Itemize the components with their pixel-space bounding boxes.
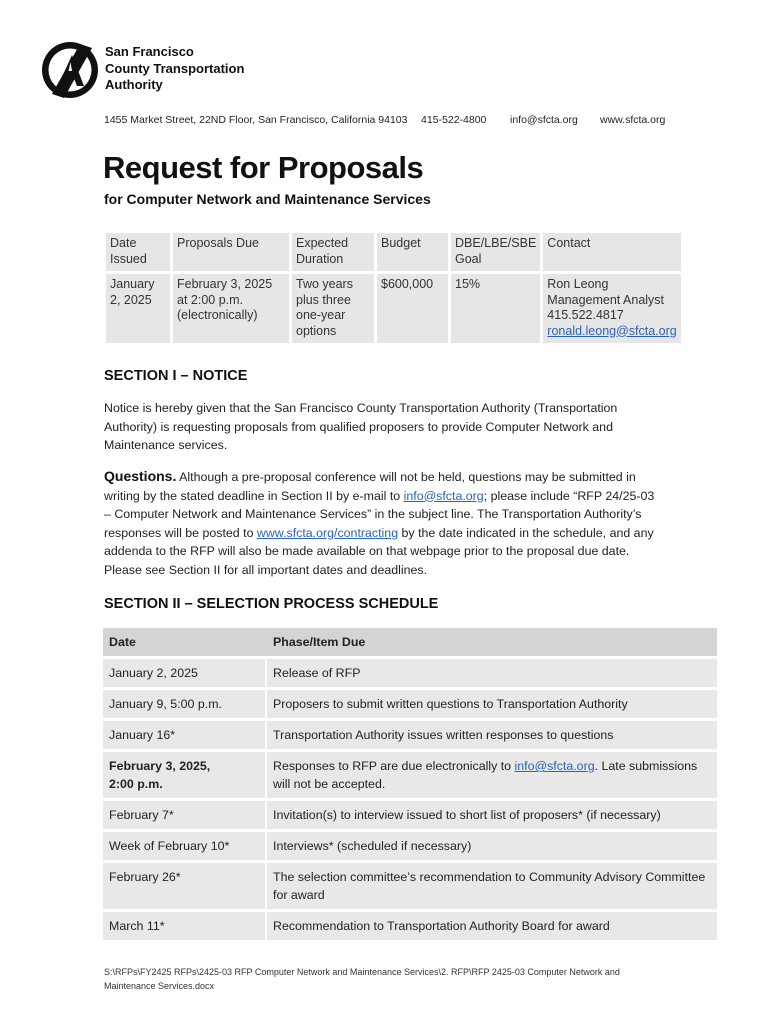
org-address: 1455 Market Street, 22ND Floor, San Francisco, California 94103 <box>104 114 408 126</box>
rfp-info-table <box>103 230 684 346</box>
org-name-line-2: County Transportation <box>105 60 245 76</box>
value-date-issued: January 2, 2025 <box>106 274 170 343</box>
contracting-link[interactable]: www.sfcta.org/contracting <box>256 525 399 540</box>
schedule-header-date: Date <box>103 628 265 656</box>
schedule-phase: Interviews* (scheduled if necessary) <box>267 832 717 860</box>
questions-text: Although a pre-proposal conference will not be held, questions may be submitted in writing by the stated deadline in Section II by e-mail to <box>104 470 636 503</box>
org-name-line-3: Authority <box>105 77 163 92</box>
table-row <box>103 659 717 687</box>
section-2-heading: SECTION II – SELECTION PROCESS SCHEDULE <box>104 596 439 612</box>
proposals-due-line: (electronically) <box>177 308 258 322</box>
table-row <box>103 832 717 860</box>
schedule-phase: Recommendation to Transportation Authority Board for award <box>267 912 717 940</box>
schedule-date: February 7* <box>103 801 265 829</box>
schedule-table <box>103 625 717 943</box>
questions-paragraph <box>104 467 664 579</box>
org-phone: 415-522-4800 <box>421 114 487 126</box>
schedule-phase: Invitation(s) to interview issued to short list of proposers* (if necessary) <box>267 801 717 829</box>
proposals-due-line: February 3, 2025 <box>177 277 273 291</box>
value-contact <box>543 274 680 343</box>
schedule-date-line: February 3, 2025, <box>109 759 211 773</box>
table-row <box>103 912 717 940</box>
org-email[interactable]: info@sfcta.org <box>510 114 578 126</box>
questions-text: ; please include “RFP 24/25-03 – Computer Network and Maintenance Services” in the subject line. The Transportation Authority’s responses will be posted to <box>104 488 655 540</box>
table-row <box>103 752 717 798</box>
questions-text: by the date indicated in the schedule, and any addenda to the RFP will also be made available on that webpage prior to the proposal due date. Please see Section II for all important dates and deadlines. <box>104 525 654 577</box>
document-path-footer: S:\RFPs\FY2425 RFPs\2425-03 RFP Computer Network and Maintenance Services\2. RFP\RFP 2425-03 Computer Network and Maintenance Services.docx <box>104 967 620 991</box>
schedule-date-line: 2:00 p.m. <box>109 777 163 791</box>
header-proposals-due: Proposals Due <box>173 233 289 271</box>
schedule-date: January 9, 5:00 p.m. <box>103 690 265 718</box>
org-website[interactable]: www.sfcta.org <box>600 114 666 126</box>
org-name <box>105 44 244 94</box>
schedule-phase <box>267 752 717 798</box>
table-row <box>103 721 717 749</box>
value-budget: $600,000 <box>377 274 448 343</box>
section-1-heading: SECTION I – NOTICE <box>104 368 248 384</box>
schedule-header-phase: Phase/Item Due <box>267 628 717 656</box>
value-goal: 15% <box>451 274 540 343</box>
questions-email-link[interactable]: info@sfcta.org <box>403 488 484 503</box>
value-proposals-due <box>173 274 289 343</box>
notice-paragraph: Notice is hereby given that the San Francisco County Transportation Authority (Transportation Authority) is requesting proposals from qualified proposers to provide Computer Network and Maintenance services. <box>104 401 618 452</box>
schedule-header-row <box>103 628 717 656</box>
schedule-date: February 26* <box>103 863 265 909</box>
duration-line: one-year <box>296 308 346 322</box>
submission-email-link[interactable]: info@sfcta.org <box>514 759 595 773</box>
schedule-date: January 2, 2025 <box>103 659 265 687</box>
table-row <box>103 863 717 909</box>
table-row <box>103 801 717 829</box>
page-subtitle: for Computer Network and Maintenance Services <box>104 191 431 207</box>
contact-phone: 415.522.4817 <box>547 308 624 322</box>
questions-lead: Questions. <box>104 468 177 484</box>
sfcta-logo <box>40 40 100 100</box>
page-title: Request for Proposals <box>103 150 424 185</box>
schedule-date: January 16* <box>103 721 265 749</box>
schedule-date: March 11* <box>103 912 265 940</box>
schedule-date: Week of February 10* <box>103 832 265 860</box>
proposals-due-line: at 2:00 p.m. <box>177 292 244 307</box>
header-goal: DBE/LBE/SBE Goal <box>451 233 540 271</box>
table-row <box>103 690 717 718</box>
header-expected-duration: Expected Duration <box>292 233 374 271</box>
schedule-phase: Proposers to submit written questions to Transportation Authority <box>267 690 717 718</box>
schedule-phase-text: . Late submissions will not be accepted. <box>273 759 698 791</box>
contact-title: Management Analyst <box>547 292 665 307</box>
header-budget: Budget <box>377 233 448 271</box>
schedule-phase: Transportation Authority issues written responses to questions <box>267 721 717 749</box>
org-name-line-1: San Francisco <box>105 44 194 59</box>
schedule-phase: Release of RFP <box>267 659 717 687</box>
header-contact: Contact <box>543 233 680 271</box>
duration-line: Two years <box>296 277 353 291</box>
schedule-date <box>103 752 265 798</box>
contact-name: Ron Leong <box>547 277 609 291</box>
schedule-phase: The selection committee’s recommendation to Community Advisory Committee for award <box>267 863 717 909</box>
value-expected-duration <box>292 274 374 343</box>
contact-email-link[interactable]: ronald.leong@sfcta.org <box>547 323 677 338</box>
header-date-issued: Date Issued <box>106 233 170 271</box>
schedule-phase-text: Responses to RFP are due electronically to <box>273 759 515 773</box>
duration-line: plus three <box>296 292 351 307</box>
duration-line: options <box>296 323 337 338</box>
